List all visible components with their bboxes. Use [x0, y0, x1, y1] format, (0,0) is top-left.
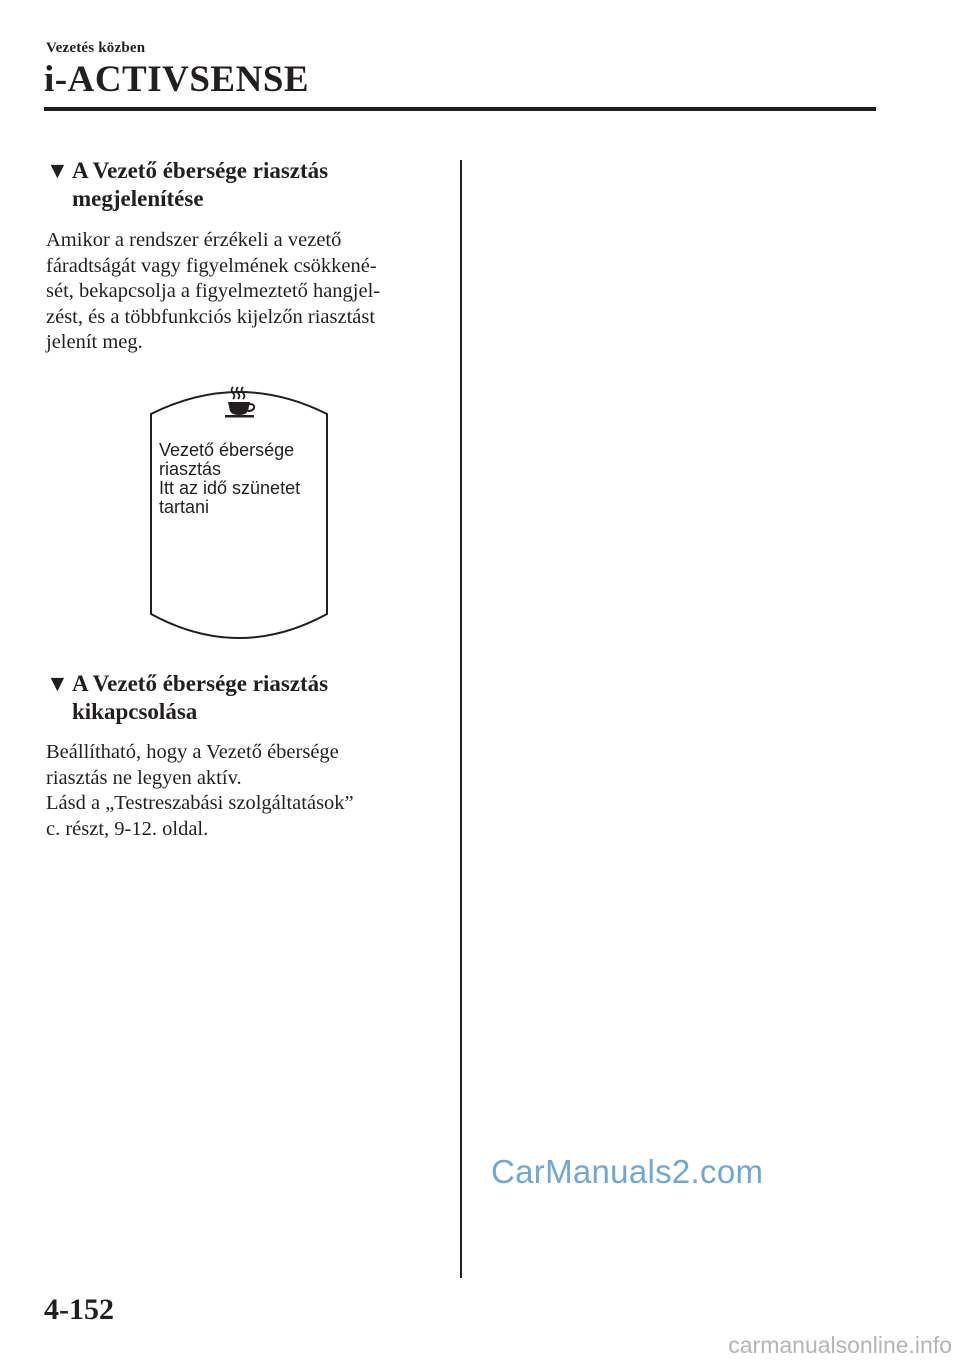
section-body-disable	[46, 740, 456, 842]
watermark: CarManuals2.com	[491, 1153, 764, 1190]
section-heading-display	[46, 157, 328, 213]
multi-information-display	[149, 380, 329, 650]
triangle-marker-icon: ▼	[46, 158, 69, 183]
chapter-label: Vezetés közben	[46, 40, 146, 56]
section-heading-disable	[46, 670, 328, 726]
section-heading-line2: megjelenítése	[72, 186, 204, 211]
section-body-display	[46, 228, 456, 356]
section-heading-line1: A Vezető ébersége riasztás	[72, 671, 329, 696]
page-number: 4-152	[44, 1293, 114, 1326]
body-line: sét, bekapcsolja a figyelmeztető hangjel-	[46, 280, 381, 302]
body-line: zést, és a többfunkciós kijelzőn riasztást	[46, 305, 376, 328]
body-line: fáradtságát vagy figyelmének csökkené-	[46, 254, 377, 277]
body-line: c. részt, 9-12. oldal.	[46, 817, 209, 840]
display-line: Vezető ébersége	[159, 440, 295, 460]
section-heading-line1: A Vezető ébersége riasztás	[72, 158, 329, 183]
body-line: Beállítható, hogy a Vezető ébersége	[46, 741, 339, 763]
footer-url: carmanualsonline.info	[728, 1332, 952, 1358]
display-line: riasztás	[159, 459, 222, 479]
body-line: Amikor a rendszer érzékeli a vezető	[46, 229, 342, 251]
body-line: Lásd a „Testreszabási szolgáltatások”	[46, 792, 354, 814]
header-rule	[44, 107, 876, 111]
triangle-marker-icon: ▼	[46, 671, 69, 696]
column-divider	[460, 160, 462, 1278]
body-line: riasztás ne legyen aktív.	[46, 766, 242, 789]
page-title: i-ACTIVSENSE	[44, 59, 310, 100]
display-line: tartani	[159, 497, 210, 517]
body-line: jelenít meg.	[46, 331, 143, 353]
display-message	[159, 441, 300, 517]
section-heading-line2: kikapcsolása	[72, 699, 198, 724]
display-line: Itt az idő szünetet	[159, 478, 301, 498]
